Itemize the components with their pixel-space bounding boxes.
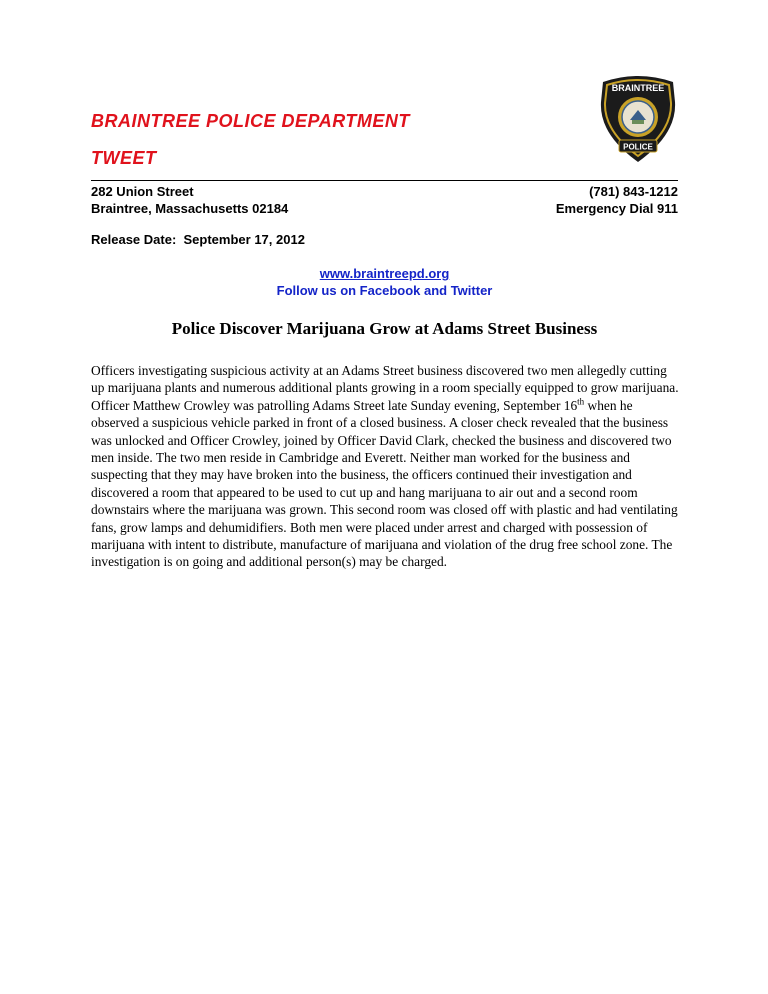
social-text: Follow us on Facebook and Twitter: [276, 283, 493, 298]
article-headline: Police Discover Marijuana Grow at Adams Street Business: [171, 319, 598, 338]
release-date-label: Release Date:: [91, 232, 177, 247]
article-body-superscript: th: [577, 396, 585, 407]
department-name-part1: BRAINTREE: [91, 111, 201, 131]
website-link[interactable]: www.braintreepd.org: [319, 266, 450, 281]
address-street: 282 Union Street: [91, 184, 194, 199]
department-title: [91, 110, 410, 132]
emergency-number: Emergency Dial 911: [555, 201, 678, 216]
department-name-part2: POLICE DEPARTMENT: [206, 111, 410, 131]
address-city: Braintree, Massachusetts 02184: [91, 201, 289, 216]
links-block: [91, 265, 678, 299]
phone-number: (781) 843-1212: [589, 184, 678, 199]
document-subtitle: TWEET: [91, 148, 157, 168]
address-block: [91, 183, 288, 217]
badge-top-text: BRAINTREE: [611, 83, 665, 93]
phone-block: [556, 183, 678, 217]
header-divider: [91, 180, 678, 181]
article-body-part1: Officers investigating suspicious activity at an Adams Street business discovered two men allegedly cutting up marijuana plants and numerous additional plants growing in a room specially equipped to grow marijuana. Officer Matthew Crowley was patrolling Adams Street late Sunday evening, September 16: [91, 363, 679, 413]
article-body: [91, 362, 681, 571]
release-date: [91, 231, 305, 248]
article-body-part2: when he observed a suspicious vehicle parked in front of a closed business. A closer check revealed that the business was unlocked and Officer Crowley, joined by Officer David Clark, checked the business and discovered two men inside. The two men reside in Cambridge and Everett. Neither man worked for the business and suspecting that they may have broken into the business, the officers continued their investigation and discovered a room that appeared to be used to cut up and hang marijuana to air out and a second room downstairs where the marijuana was grown. This second room was closed off with plastic and had ventilating fans, grow lamps and dehumidifiers. Both men were placed under arrest and charged with possession of marijuana with intent to distribute, manufacture of marijuana and violation of the drug free school zone. The investigation is on going and additional person(s) may be charged.: [91, 397, 678, 570]
release-date-value: September 17, 2012: [183, 232, 305, 247]
police-badge-icon: [597, 72, 679, 164]
badge-bottom-text: POLICE: [623, 142, 653, 152]
